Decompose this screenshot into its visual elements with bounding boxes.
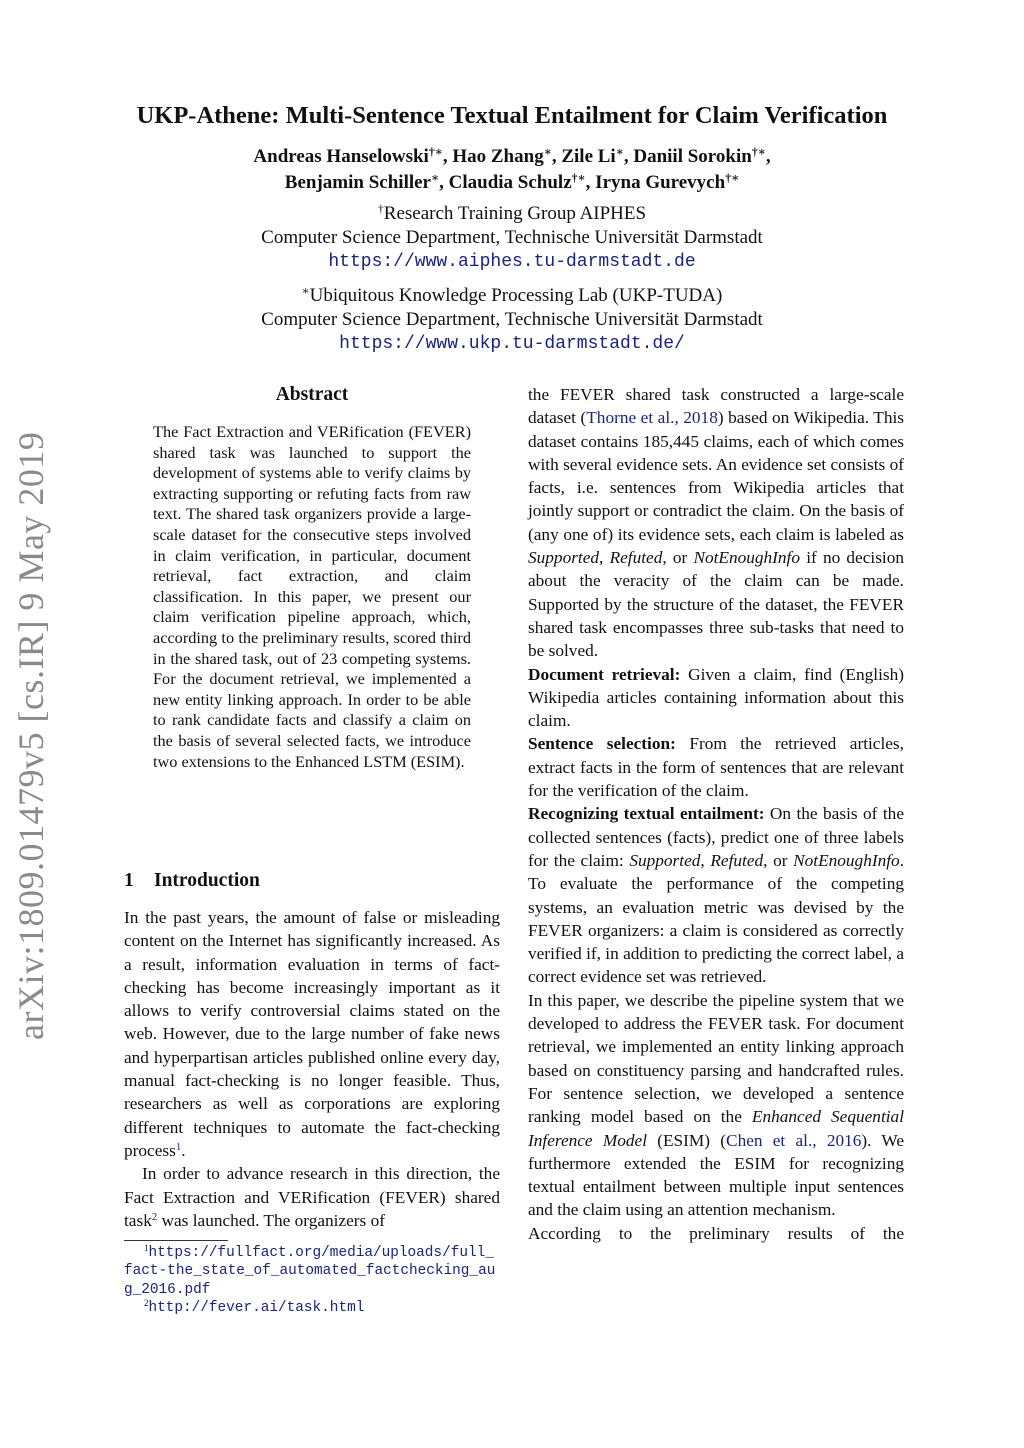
paragraph-sentence-selection: Sentence selection: From the retrieved articles, extract facts in the form of sentences that are relevant for the verification of the claim.	[528, 734, 904, 801]
footnote-ref[interactable]: 1	[175, 1141, 182, 1154]
paragraph: the FEVER shared task constructed a large-scale dataset (Thorne et al., 2018) based on Wikipedia. This dataset contains 185,445 claims, each of which comes with several evidence sets. An evidence set consists of facts, i.e. sentences from Wikipedia articles that jointly support or contradict the claim. On the basis of (any one of) its evidence sets, each claim is labeled as Supported, Refuted, or NotEnoughInfo if no decision about the veracity of the claim can be made. Supported by the structure of the dataset, the FEVER shared task encompasses three sub-tasks that need to be solved.	[528, 385, 905, 661]
author-name: Iryna Gurevych	[595, 172, 726, 193]
author-name: Benjamin Schiller	[284, 172, 431, 193]
footnote-1: $^1$https://fullfact.org/media/uploads/full_fact-the_state_of_automated_factchecking_aug_2016.pdf	[124, 1243, 496, 1298]
section-heading-introduction	[124, 870, 500, 892]
paragraph: In order to advance research in this direction, the Fact Extraction and VERification (FEVER) shared task$^2$ was launched. The organizers of	[124, 1164, 500, 1230]
footnotes	[124, 1244, 500, 1318]
paper-title: UKP-Athene: Multi-Sentence Textual Entailment for Claim Verification	[136, 102, 888, 129]
affiliation-url-link[interactable]: https://www.ukp.tu-darmstadt.de/	[339, 334, 685, 354]
author-line-1: Andreas Hanselowski†∗, Hao Zhang∗, Zile Li∗, Daniil Sorokin†∗,	[253, 145, 771, 167]
footnote-url-link[interactable]: http://fever.ai/task.html	[148, 1300, 365, 1317]
section-title: Introduction	[154, 870, 260, 891]
abstract-heading: Abstract	[275, 384, 349, 405]
paragraph: In the past years, the amount of false or misleading content on the Internet has significantly increased. As a result, information evaluation in terms of fact-checking has become increasingly important as it allows to verify controversial claims stated on the web. However, due to the large number of fake news and hyperpartisan articles published online every day, manual fact-checking is no longer feasible. Thus, researchers as well as corporations are exploring different techniques to automate the fact-checking process$^1$.	[124, 908, 500, 1160]
affiliation-name: Research Training Group AIPHES	[383, 203, 647, 224]
author-name: Claudia Schulz	[448, 172, 572, 193]
paragraph-textual-entailment: Recognizing textual entailment: On the basis of the collected sentences (facts), predict one of three labels for the claim: Supported, Refuted, or NotEnoughInfo. To evaluate the performance of the competing systems, an evaluation metric was devised by the FEVER organizers: a claim is considered as correctly verified if, in addition to predicting the correct label, a correct evidence set was retrieved.	[528, 804, 905, 987]
affiliation-ukp: ∗Ubiquitous Knowledge Processing Lab (UKP-TUDA) Computer Science Department, Technische Universität Darmstadt https://www.ukp.tu-darmstadt.de/	[120, 284, 904, 356]
author-line-2: Benjamin Schiller∗, Claudia Schulz†∗, Iryna Gurevych†∗	[284, 171, 740, 193]
author-list	[120, 144, 904, 196]
paragraph-document-retrieval: Document retrieval: Given a claim, find (English) Wikipedia articles containing information about this claim.	[528, 664, 904, 731]
paragraph: According to the preliminary results of the	[528, 1223, 904, 1243]
affiliation-department: Computer Science Department, Technische Universität Darmstadt	[261, 309, 763, 330]
author-name: Andreas Hanselowski	[253, 146, 429, 167]
affiliation-url-link[interactable]: https://www.aiphes.tu-darmstadt.de	[328, 252, 696, 272]
footnote-2: $^2$http://fever.ai/task.html	[144, 1298, 365, 1317]
author-name: Zile Li	[561, 146, 616, 167]
arxiv-identifier: arXiv:1809.01479v5 [cs.IR] 9 May 2019	[11, 431, 51, 1040]
footnote-url-link[interactable]: https://fullfact.org/media/uploads/full_fact-the_state_of_automated_factchecking_aug_2016.pdf	[124, 1245, 496, 1298]
citation-link[interactable]: Chen et al., 2016	[726, 1130, 862, 1150]
right-column-body	[528, 383, 904, 1245]
footnote-divider	[124, 1240, 228, 1241]
affiliation-department: Computer Science Department, Technische Universität Darmstadt	[261, 227, 763, 248]
introduction-body	[124, 906, 500, 1232]
citation-link[interactable]: Thorne et al., 2018	[586, 408, 718, 428]
author-name: Hao Zhang	[452, 146, 544, 167]
footnote-ref[interactable]: 2	[151, 1210, 158, 1223]
abstract-text: The Fact Extraction and VERification (FEVER) shared task was launched to support the development of systems able to verify claims by extracting supporting or refuting facts from raw text. The shared task organizers provide a large-scale dataset for the consecutive steps involved in claim verification, in particular, document retrieval, fact extraction, and claim classification. In this paper, we present our claim verification pipeline approach, which, according to the preliminary results, scored third in the shared task, out of 23 competing systems. For the document retrieval, we implemented a new entity linking approach. In order to be able to rank candidate facts and classify a claim on the basis of several selected facts, we introduce two extensions to the Enhanced LSTM (ESIM).	[153, 422, 471, 771]
affiliation-name: Ubiquitous Knowledge Processing Lab (UKP-TUDA)	[309, 285, 723, 306]
section-number: 1	[124, 870, 134, 891]
author-name: Daniil Sorokin	[633, 146, 752, 167]
paragraph: In this paper, we describe the pipeline system that we developed to address the FEVER task. For document retrieval, we implemented an entity linking approach based on constituency parsing and handcrafted rules. For sentence selection, we developed a sentence ranking model based on the Enhanced Sequential Inference Model (ESIM) (Chen et al., 2016). We furthermore extended the ESIM for recognizing textual entailment between multiple input sentences and the claim using an attention mechanism.	[528, 990, 905, 1220]
affiliation-aiphes: †Research Training Group AIPHES Computer Science Department, Technische Universität Darmstadt https://www.aiphes.tu-darmstadt.de	[120, 202, 904, 274]
